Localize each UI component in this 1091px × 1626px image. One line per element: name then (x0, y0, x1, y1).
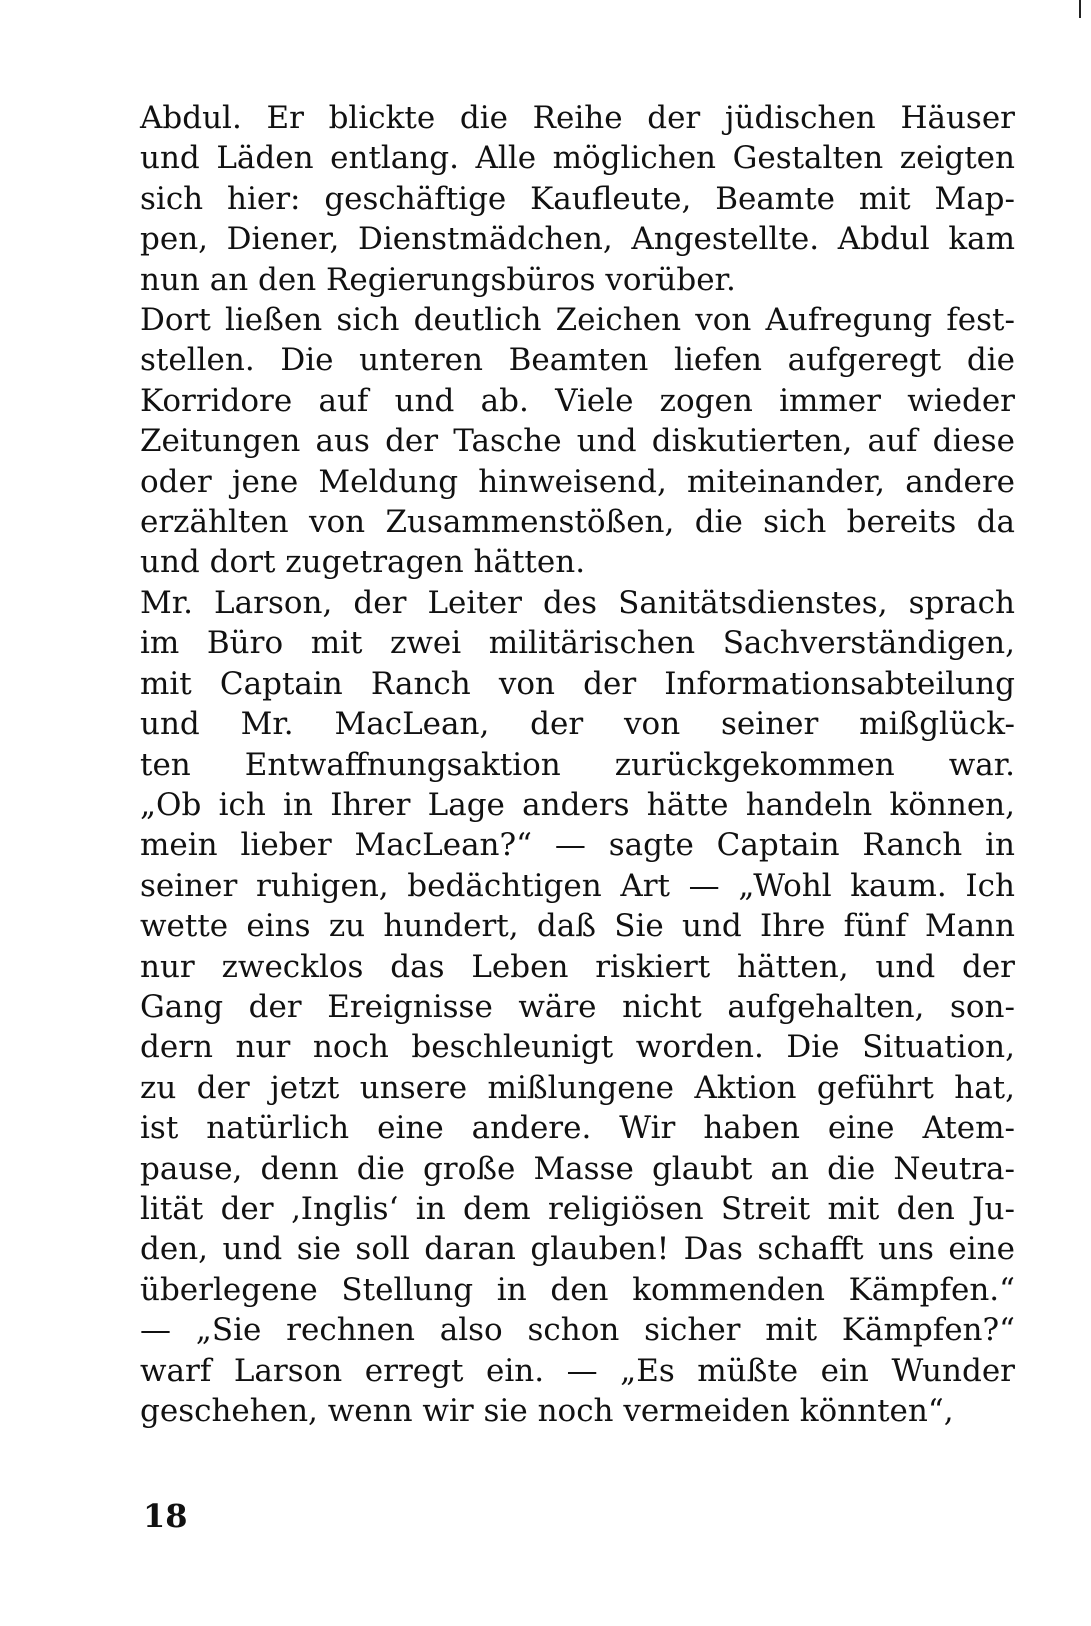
text-line: nur zwecklos das Leben riskiert hätten, und der (140, 948, 1015, 985)
text-line: Gang der Ereignisse wäre nicht aufgehalten, son- (140, 988, 1015, 1025)
text-line: wette eins zu hundert, daß Sie und Ihre fünf Mann (140, 908, 1015, 945)
text-line: „Ob ich in Ihrer Lage anders hätte handeln können, (140, 786, 1015, 823)
paragraph (140, 98, 1015, 300)
text-line: mein lieber MacLean?“ — sagte Captain Ranch in (140, 827, 1015, 864)
text-line: Zeitungen aus der Tasche und diskutierten, auf diese (140, 423, 1015, 460)
text-line: erzählten von Zusammenstößen, die sich bereits da (140, 504, 1015, 541)
text-line: nun an den Regierungsbüros vorüber. (140, 261, 736, 298)
text-line: Korridore auf und ab. Viele zogen immer wieder (140, 382, 1015, 419)
text-line: pause, denn die große Masse glaubt an die Neutra- (140, 1150, 1015, 1187)
text-line: lität der ‚Inglis‘ in dem religiösen Streit mit den Ju- (140, 1190, 1015, 1227)
text-line: pen, Diener, Dienstmädchen, Angestellte. Abdul kam (140, 221, 1015, 258)
text-line: warf Larson erregt ein. — „Es müßte ein Wunder (140, 1352, 1015, 1389)
text-line: mit Captain Ranch von der Informationsabteilung (140, 665, 1015, 702)
text-line: Mr. Larson, der Leiter des Sanitätsdienstes, sprach (140, 584, 1015, 621)
text-line: geschehen, wenn wir sie noch vermeiden könnten“, (140, 1393, 954, 1429)
text-line: im Büro mit zwei militärischen Sachverständigen, (140, 625, 1015, 662)
text-line: Abdul. Er blickte die Reihe der jüdischen Häuser (140, 100, 1015, 136)
text-line: seiner ruhigen, bedächtigen Art — „Wohl kaum. Ich (140, 867, 1015, 904)
text-line: ist natürlich eine andere. Wir haben eine Atem- (140, 1110, 1015, 1147)
text-line: und Mr. MacLean, der von seiner mißglück- (140, 706, 1015, 743)
text-line: und dort zugetragen hätten. (140, 544, 586, 581)
text-line: dern nur noch beschleunigt worden. Die Situation, (140, 1029, 1015, 1066)
text-line: — „Sie rechnen also schon sicher mit Kämpfen?“ (140, 1312, 1015, 1349)
text-line: und Läden entlang. Alle möglichen Gestalten zeigten (140, 140, 1015, 177)
text-line: sich hier: geschäftige Kaufleute, Beamte mit Map- (140, 180, 1015, 217)
text-line: oder jene Meldung hinweisend, miteinander, andere (140, 463, 1015, 500)
body-text (140, 98, 1015, 1431)
paragraph (140, 583, 1015, 1432)
text-line: überlegene Stellung in den kommenden Kämpfen.“ (140, 1271, 1015, 1308)
text-line: zu der jetzt unsere mißlungene Aktion geführt hat, (140, 1069, 1015, 1106)
paragraph (140, 300, 1015, 583)
text-line: ten Entwaffnungsaktion zurückgekommen war. (140, 746, 1015, 783)
text-line: den, und sie soll daran glauben! Das schafft uns eine (140, 1231, 1015, 1268)
page-number: 18 (143, 1497, 188, 1535)
text-line: stellen. Die unteren Beamten liefen aufgeregt die (140, 342, 1015, 379)
corner-mark (1079, 0, 1081, 18)
text-line: Dort ließen sich deutlich Zeichen von Aufregung fest- (140, 302, 1015, 339)
